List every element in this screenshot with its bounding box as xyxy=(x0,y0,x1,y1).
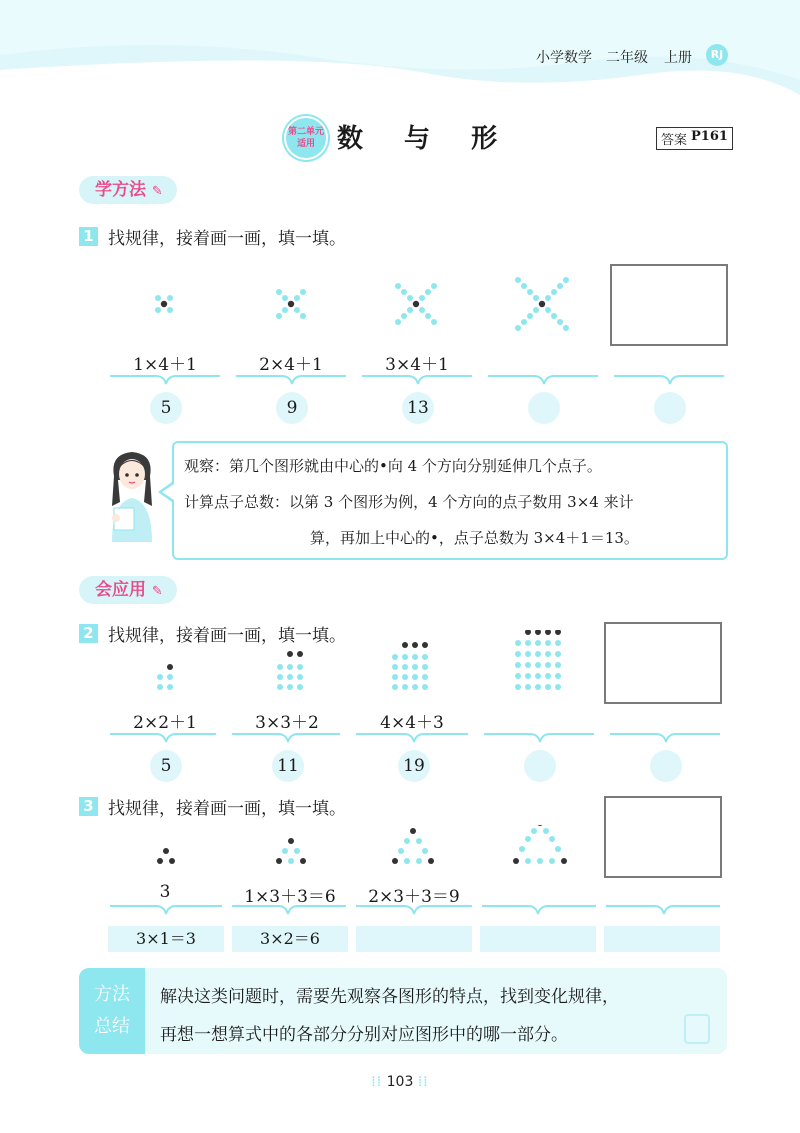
question-prompt: 找规律，接着画一画，填一填。 xyxy=(108,799,346,819)
q3-drawing-box[interactable] xyxy=(604,796,722,878)
q2-figures xyxy=(100,630,600,700)
q1-expr-1: 1×4＋1 xyxy=(133,355,197,375)
header-subject: 小学数学 xyxy=(536,50,592,66)
method-line-1: 解决这类问题时，需要先观察各图形的特点，找到变化规律， xyxy=(160,987,619,1007)
section-apply-label: 会应用 xyxy=(95,580,146,600)
question-prompt: 找规律，接着画一画，填一填。 xyxy=(108,626,346,646)
q2-answer-5-blank[interactable] xyxy=(650,750,682,782)
answer-label: 答案 xyxy=(661,133,688,148)
q2-expr-2: 3×3＋2 xyxy=(255,713,319,733)
question-number: 3 xyxy=(79,797,98,816)
triangle-pattern-3 xyxy=(392,828,434,864)
q3-label-1: 3×1＝3 xyxy=(108,926,224,952)
q1-answer-2: 9 xyxy=(276,392,308,424)
section-apply xyxy=(79,576,177,604)
square-pattern-1 xyxy=(157,664,173,690)
q3-expr-1: 3 xyxy=(159,882,171,902)
note-line-3: 算，再加上中心的•，点子总数为 3×4＋1＝13。 xyxy=(310,529,639,547)
answer-page: P161 xyxy=(691,129,728,144)
x-pattern-4 xyxy=(515,277,569,331)
question-prompt: 找规律，接着画一画，填一填。 xyxy=(108,229,346,249)
triangle-pattern-4 xyxy=(513,825,567,864)
q1-expr-2: 2×4＋1 xyxy=(259,355,323,375)
unit-badge-line1: 第二单元 xyxy=(287,127,324,137)
q2-drawing-box[interactable] xyxy=(604,622,722,704)
method-tag-line1: 方法 xyxy=(94,984,130,1005)
page-number xyxy=(368,1074,432,1090)
dots-right-icon: ⁞⁞ xyxy=(417,1074,429,1090)
q3-label-4-blank[interactable] xyxy=(480,926,596,952)
q3-expr-3: 2×3＋3＝9 xyxy=(368,887,460,907)
q2-answer-3: 19 xyxy=(398,750,430,782)
q2-expr-1: 2×2＋1 xyxy=(133,713,197,733)
observation-note xyxy=(172,441,728,560)
square-pattern-4 xyxy=(515,630,561,690)
section-learn-label: 学方法 xyxy=(95,180,146,200)
section-learn-method xyxy=(79,176,177,204)
page-number-value: 103 xyxy=(386,1074,414,1090)
question-number: 1 xyxy=(79,227,98,246)
question-number: 2 xyxy=(79,624,98,643)
edition-badge: RJ xyxy=(706,44,728,66)
triangle-pattern-1 xyxy=(157,848,175,864)
square-pattern-2 xyxy=(277,651,303,690)
header-volume: 上册 xyxy=(664,50,692,66)
pencil-icon: ✎ xyxy=(151,584,163,599)
answer-reference xyxy=(656,127,733,150)
note-tail-inner xyxy=(162,484,174,500)
note-line-2: 计算点子总数：以第 3 个图形为例，4 个方向的点子数用 3×4 来计 xyxy=(184,493,634,511)
pencil-icon: ✎ xyxy=(151,184,163,199)
q2-answer-4-blank[interactable] xyxy=(524,750,556,782)
q3-label-3-blank[interactable] xyxy=(356,926,472,952)
girl-illustration xyxy=(100,446,164,542)
q3-label-2: 3×2＝6 xyxy=(232,926,348,952)
q1-answer-4-blank[interactable] xyxy=(528,392,560,424)
method-line-2: 再想一想算式中的各部分分别对应图形中的哪一部分。 xyxy=(160,1025,568,1045)
q3-figures xyxy=(100,825,600,870)
q3-brackets xyxy=(108,902,728,922)
q3-label-5-blank[interactable] xyxy=(604,926,720,952)
x-pattern-1 xyxy=(155,295,173,313)
book-icon xyxy=(684,1014,710,1044)
q1-drawing-box[interactable] xyxy=(610,264,728,346)
q2-answer-2: 11 xyxy=(272,750,304,782)
note-line-1: 观察：第几个图形就由中心的•向 4 个方向分别延伸几个点子。 xyxy=(184,457,602,475)
q1-answer-3: 13 xyxy=(402,392,434,424)
q3-expr-2: 1×3＋3＝6 xyxy=(244,887,336,907)
header-grade: 二年级 xyxy=(606,50,648,66)
page-title: 数 与 形 xyxy=(337,124,514,154)
x-pattern-3 xyxy=(395,283,437,325)
square-pattern-3 xyxy=(392,642,428,690)
q2-answer-1: 5 xyxy=(150,750,182,782)
unit-badge-line2: 适用 xyxy=(296,139,315,149)
method-tag-line2: 总结 xyxy=(94,1016,130,1037)
x-pattern-2 xyxy=(276,289,306,319)
dots-left-icon: ⁞⁞ xyxy=(371,1074,383,1090)
q1-expr-3: 3×4＋1 xyxy=(385,355,449,375)
q2-expr-3: 4×4＋3 xyxy=(380,713,444,733)
triangle-pattern-2 xyxy=(276,838,306,864)
q1-answer-5-blank[interactable] xyxy=(654,392,686,424)
method-summary-tag xyxy=(79,968,145,1054)
q1-answer-1: 5 xyxy=(150,392,182,424)
unit-badge xyxy=(284,116,328,160)
